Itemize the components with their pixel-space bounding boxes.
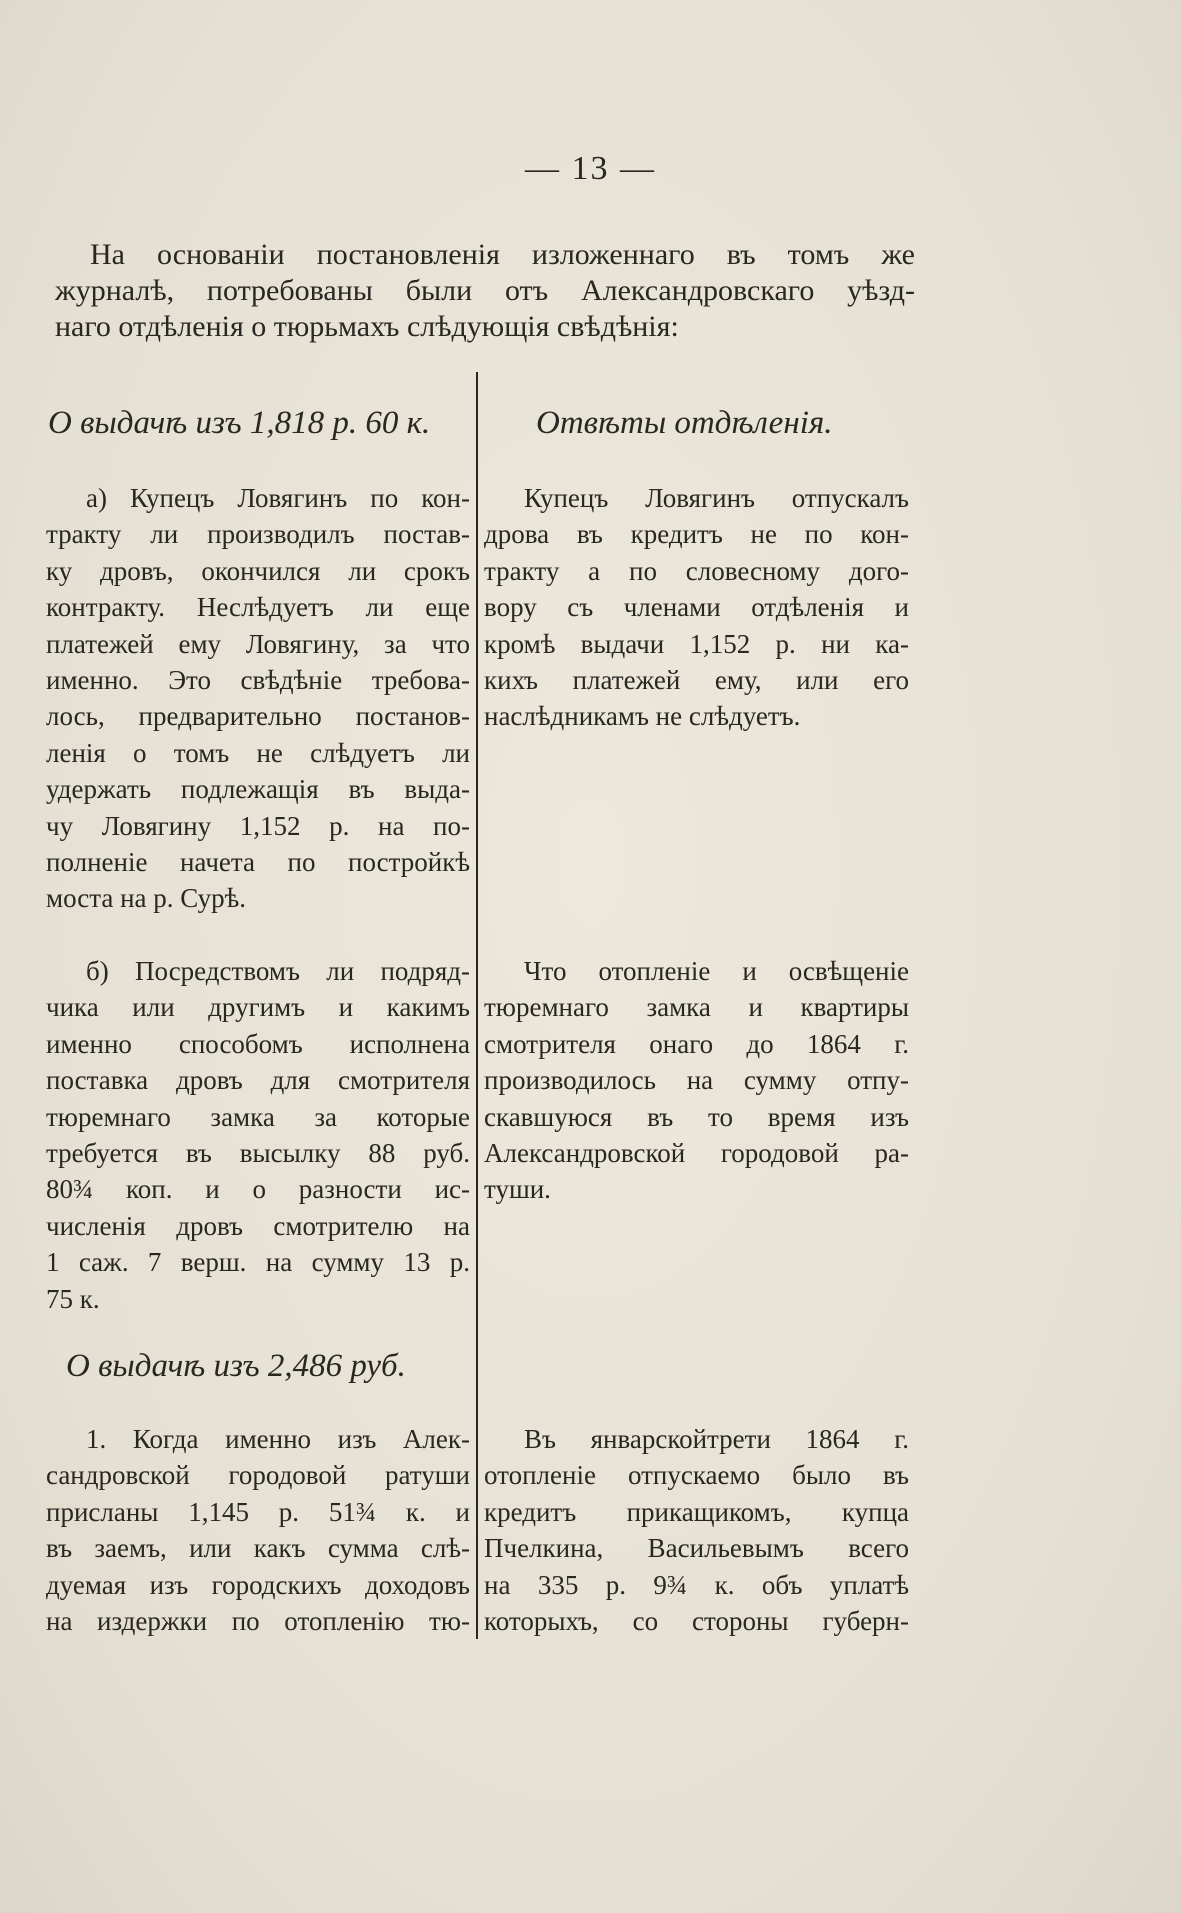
text-line: тюремнаго замка и квартиры <box>484 992 909 1023</box>
text-line: именно способомъ исполнена <box>46 1028 470 1059</box>
text-line: присланы 1,145 р. 51¾ к. и <box>46 1496 470 1527</box>
text-line: тракту а по словесному дого- <box>484 555 909 586</box>
answer-b <box>484 953 909 1208</box>
text-line: 1 саж. 7 верш. на сумму 13 р. <box>46 1247 470 1278</box>
text-line: Купецъ Ловягинъ отпускалъ <box>524 483 909 513</box>
text-line: платежей ему Ловягину, за что <box>46 628 470 659</box>
text-line: вору съ членами отдѣленія и <box>484 592 909 623</box>
text-line: журналѣ, потребованы были отъ Александровскаго уѣзд- <box>55 274 915 307</box>
text-line: на 335 р. 9¾ к. объ уплатѣ <box>484 1569 909 1600</box>
text-line: ку дровъ, окончился ли срокъ <box>46 555 470 586</box>
text-line: кредитъ прикащикомъ, купца <box>484 1496 909 1527</box>
text-line: чу Ловягину 1,152 р. на по- <box>46 810 470 841</box>
text-line: кихъ платежей ему, или его <box>484 665 909 696</box>
text-line: на издержки по отопленію тю- <box>46 1606 470 1637</box>
text-line: Въ январскойтрети 1864 г. <box>524 1424 909 1454</box>
text-line: полненіе начета по постройкѣ <box>46 847 470 878</box>
text-line: б) Посредствомъ ли подряд- <box>86 956 470 986</box>
text-line: скавшуюся въ то время изъ <box>484 1101 909 1132</box>
text-line: дуемая изъ городскихъ доходовъ <box>46 1569 470 1600</box>
text-line: поставка дровъ для смотрителя <box>46 1065 470 1096</box>
text-line: туши. <box>484 1174 551 1205</box>
question-1 <box>46 1421 470 1639</box>
text-line: наго отдѣленія о тюрьмахъ слѣдующія свѣдѣнія: <box>55 310 679 343</box>
text-line: сандровской городовой ратуши <box>46 1460 470 1491</box>
text-line: Что отопленіе и освѣщеніе <box>524 956 909 986</box>
question-b <box>46 953 470 1317</box>
text-line: наслѣдникамъ не слѣдуетъ. <box>484 701 801 732</box>
text-line: Александровской городовой ра- <box>484 1138 909 1169</box>
text-line: въ заемъ, или какъ сумма слѣ- <box>46 1533 470 1564</box>
left-column-heading-2: О выдачѣ изъ 2,486 руб. <box>66 1348 406 1384</box>
text-line: а) Купецъ Ловягинъ по кон- <box>86 483 470 513</box>
text-line: именно. Это свѣдѣніе требова- <box>46 665 470 696</box>
question-a <box>46 480 470 917</box>
text-line: отопленіе отпускаемо было въ <box>484 1460 909 1491</box>
text-line: ленія о томъ не слѣдуетъ ли <box>46 737 470 768</box>
text-line: Пчелкина, Васильевымъ всего <box>484 1533 909 1564</box>
text-line: моста на р. Сурѣ. <box>46 883 247 914</box>
text-line: дрова въ кредитъ не по кон- <box>484 519 909 550</box>
answer-a <box>484 480 909 735</box>
text-line: тюремнаго замка за которые <box>46 1101 470 1132</box>
text-line: На основаніи постановленія изложеннаго въ томъ же <box>90 238 915 271</box>
left-column-heading: О выдачѣ изъ 1,818 р. 60 к. <box>48 405 431 441</box>
text-line: удержать подлежащія въ выда- <box>46 774 470 805</box>
intro-paragraph <box>55 237 915 345</box>
right-column-heading: Отвѣты отдѣленія. <box>536 405 833 441</box>
page-number: — 13 — <box>525 150 656 187</box>
text-line: требуется въ высылку 88 руб. <box>46 1138 470 1169</box>
text-line: 75 к. <box>46 1283 100 1314</box>
text-line: численія дровъ смотрителю на <box>46 1210 470 1241</box>
text-line: кромѣ выдачи 1,152 р. ни ка- <box>484 628 909 659</box>
column-divider <box>476 372 478 1639</box>
text-line: производилось на сумму отпу- <box>484 1065 909 1096</box>
text-line: контракту. Неслѣдуетъ ли еще <box>46 592 470 623</box>
text-line: тракту ли производилъ постав- <box>46 519 470 550</box>
text-line: 1. Когда именно изъ Алек- <box>86 1424 470 1454</box>
text-line: чика или другимъ и какимъ <box>46 992 470 1023</box>
text-line: которыхъ, со стороны губерн- <box>484 1606 909 1637</box>
answer-1 <box>484 1421 909 1639</box>
text-line: смотрителя онаго до 1864 г. <box>484 1028 909 1059</box>
text-line: 80¾ коп. и о разности ис- <box>46 1174 470 1205</box>
text-line: лось, предварительно постанов- <box>46 701 470 732</box>
